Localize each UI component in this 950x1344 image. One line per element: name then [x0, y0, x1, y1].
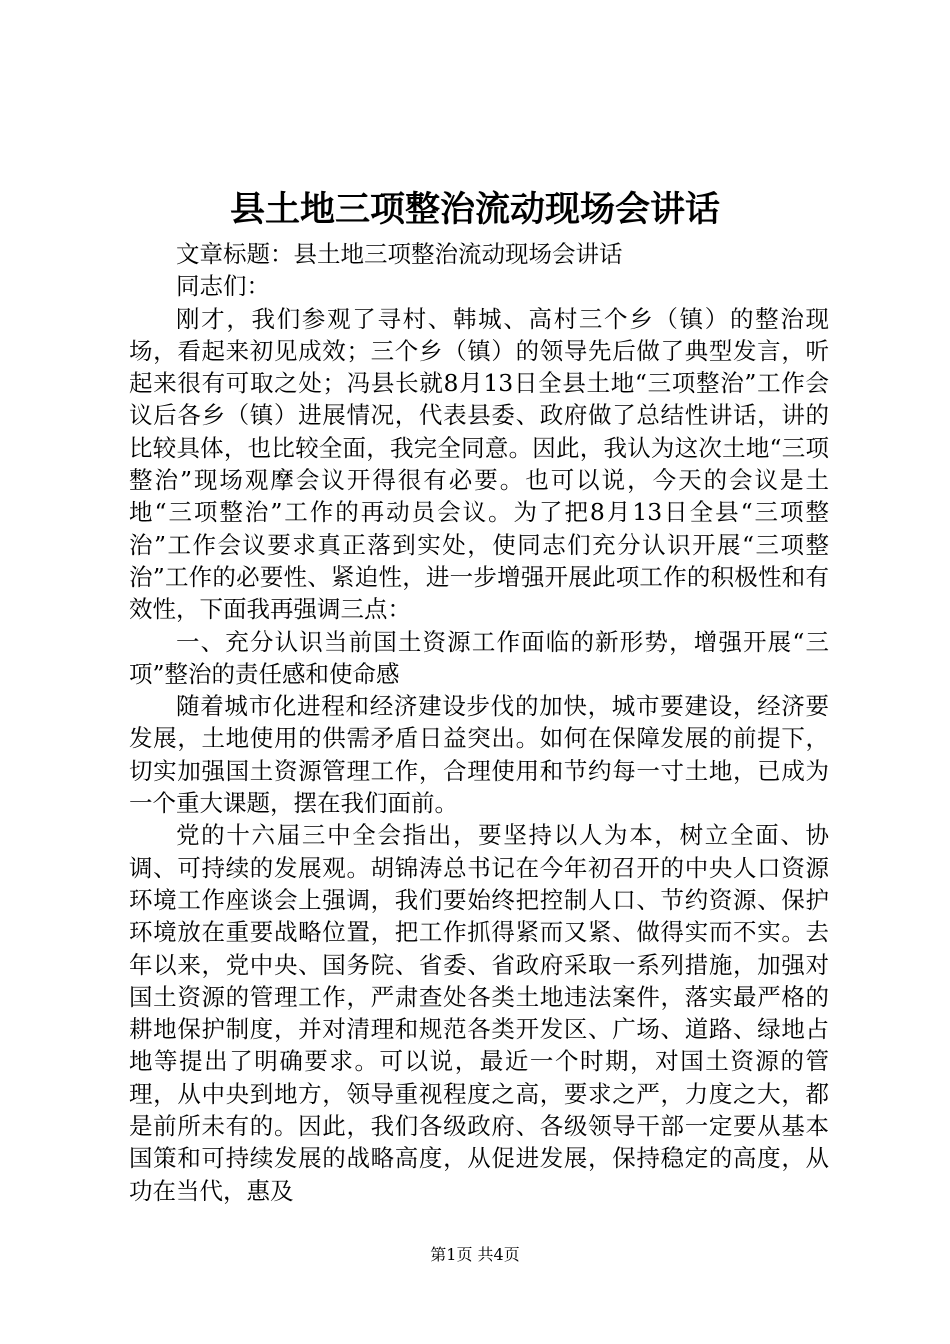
- page-footer: 第1页 共4页: [430, 1245, 520, 1264]
- document-title: 县土地三项整治流动现场会讲话: [229, 189, 720, 230]
- body-paragraph: 随着城市化进程和经济建设步伐的加快，城市要建设，经济要发展，土地使用的供需矛盾日益突出。如何在保障发展的前提下，切实加强国土资源管理工作，合理使用和节约每一寸土地，已成为一个重大课题，摆在我们面前。: [129, 692, 829, 818]
- section-heading: 一、充分认识当前国土资源工作面临的新形势，增强开展“三项”整治的责任感和使命感: [129, 627, 829, 688]
- body-paragraph: 刚才，我们参观了寻村、韩城、高村三个乡（镇）的整治现场，看起来初见成效；三个乡（镇）的领导先后做了典型发言，听起来很有可取之处；冯县长就8月13日全县土地“三项整治”工作会议后各乡（镇）进展情况，代表县委、政府做了总结性讲话，讲的比较具体，也比较全面，我完全同意。因此，我认为这次土地“三项整治”现场观摩会议开得很有必要。也可以说，今天的会议是土地“三项整治”工作的再动员会议。为了把8月13日全县“三项整治”工作会议要求真正落到实处，使同志们充分认识开展“三项整治”工作的必要性、紧迫性，进一步增强开展此项工作的积极性和有效性，下面我再强调三点：: [129, 304, 829, 624]
- body-paragraph: 党的十六届三中全会指出，要坚持以人为本，树立全面、协调、可持续的发展观。胡锦涛总书记在今年初召开的中央人口资源环境工作座谈会上强调，我们要始终把控制人口、节约资源、保护环境放在重要战略位置，把工作抓得紧而又紧、做得实而不实。去年以来，党中央、国务院、省委、省政府采取一系列措施，加强对国土资源的管理工作，严肃查处各类土地违法案件，落实最严格的耕地保护制度，并对清理和规范各类开发区、广场、道路、绿地占地等提出了明确要求。可以说，最近一个时期，对国土资源的管理，从中央到地方，领导重视程度之高，要求之严，力度之大，都是前所未有的。因此，我们各级政府、各级领导干部一定要从基本国策和可持续发展的战略高度，从促进发展，保持稳定的高度，从功在当代，惠及: [129, 821, 829, 1205]
- article-title-line: 文章标题：县土地三项整治流动现场会讲话: [176, 240, 623, 268]
- document-body: [129, 238, 829, 1207]
- salutation: 同志们：: [176, 272, 270, 301]
